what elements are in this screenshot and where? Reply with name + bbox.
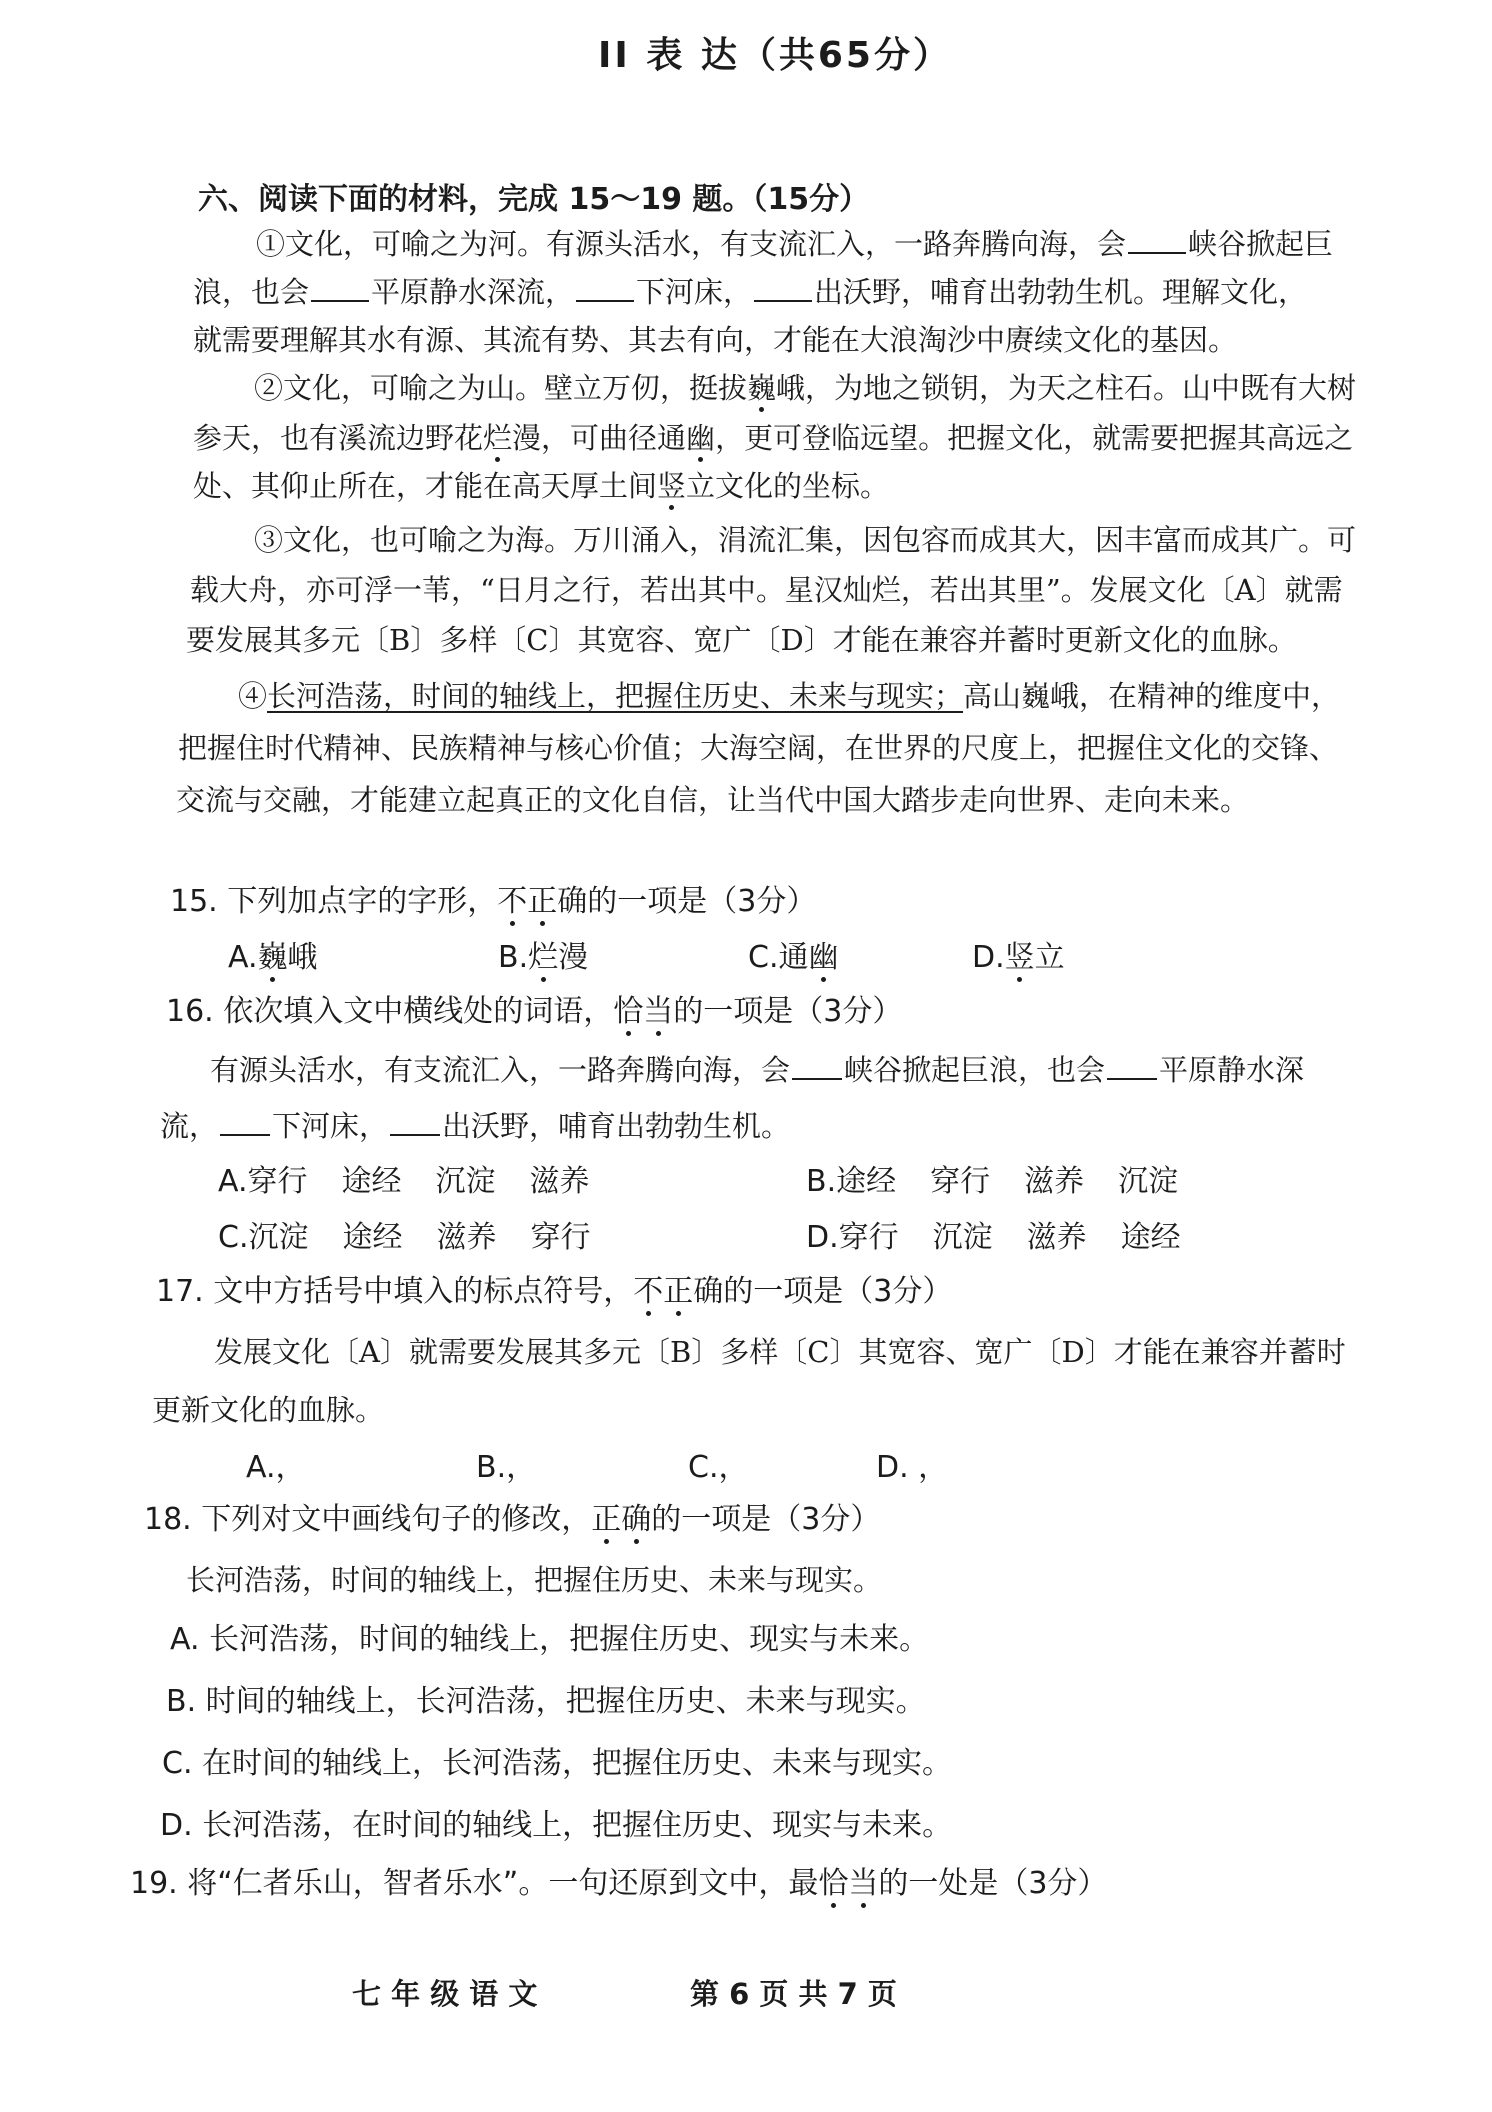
q16-blank-4 (390, 1108, 440, 1136)
q18-option-a[interactable]: A. 长河浩荡，时间的轴线上，把握住历史、现实与未来。 (170, 1622, 930, 1657)
q17-option-a[interactable]: A.， (246, 1450, 306, 1485)
q18-option-c[interactable]: C. 在时间的轴线上，长河浩荡，把握住历史、未来与现实。 (162, 1746, 953, 1781)
passage-p4-line3: 交流与交融，才能建立起真正的文化自信，让当代中国大踏步走向世界、走向未来。 (176, 783, 1250, 817)
blank-2 (311, 274, 369, 302)
underlined-sentence: 长河浩荡，时间的轴线上，把握住历史、未来与现实； (267, 679, 964, 713)
q18-option-b[interactable]: B. 时间的轴线上，长河浩荡，把握住历史、未来与现实。 (166, 1684, 926, 1719)
q15-option-d[interactable]: D.竖立 (972, 940, 1065, 975)
q16-option-d[interactable]: D.穿行 沉淀 滋养 途经 (806, 1220, 1181, 1255)
passage-p3-line3: 要发展其多元〔B〕多样〔C〕其宽容、宽广〔D〕才能在兼容并蓄时更新文化的血脉。 (186, 623, 1297, 657)
q15-option-a[interactable]: A.巍峨 (228, 940, 318, 975)
footer-subject: 七 年 级 语 文 (352, 1977, 538, 2011)
q17-quote-line2: 更新文化的血脉。 (152, 1393, 385, 1427)
q16-option-c[interactable]: C.沉淀 途经 滋养 穿行 (218, 1220, 591, 1255)
passage-p1-line3: 就需要理解其水有源、其流有势、其去有向，才能在大浪淘沙中赓续文化的基因。 (193, 323, 1238, 357)
passage-p3-line2: 载大舟，亦可浮一苇，“日月之行，若出其中。星汉灿烂，若出其里”。发展文化〔A〕就需 (190, 573, 1343, 607)
q17-option-c[interactable]: C.， (688, 1450, 749, 1485)
q18-quote: 长河浩荡，时间的轴线上，把握住历史、未来与现实。 (186, 1563, 883, 1597)
section-heading: II 表 达（共65分） (598, 35, 952, 76)
q16-option-a[interactable]: A.穿行 途经 沉淀 滋养 (218, 1164, 590, 1199)
q15-stem: 15. 下列加点字的字形，不正确的一项是（3分） (170, 884, 817, 919)
q17-stem: 17. 文中方括号中填入的标点符号，不正确的一项是（3分） (156, 1274, 953, 1309)
passage-p4-line2: 把握住时代精神、民族精神与核心价值；大海空阔，在世界的尺度上，把握住文化的交锋、 (178, 731, 1339, 765)
q15-option-b[interactable]: B.烂漫 (498, 940, 589, 975)
footer-page-number: 第 6 页 共 7 页 (690, 1977, 897, 2011)
q16-option-b[interactable]: B.途经 穿行 滋养 沉淀 (806, 1164, 1179, 1199)
q18-stem: 18. 下列对文中画线句子的修改，正确的一项是（3分） (144, 1502, 881, 1537)
q16-blank-1 (792, 1052, 842, 1080)
passage-p2-line2: 参天，也有溪流边野花烂漫，可曲径通幽，更可登临远望。把握文化，就需要把握其高远之 (193, 421, 1354, 455)
q15-option-c[interactable]: C.通幽 (748, 940, 839, 975)
passage-p3-line1: ③文化，也可喻之为海。万川涌入，涓流汇集，因包容而成其大，因丰富而成其广。可 (254, 523, 1357, 557)
blank-4 (754, 274, 812, 302)
q16-blank-3 (220, 1108, 270, 1136)
q16-quote-line2: 流， 下河床， 出沃野，哺育出勃勃生机。 (160, 1109, 791, 1143)
q18-option-d[interactable]: D. 长河浩荡，在时间的轴线上，把握住历史、现实与未来。 (160, 1808, 953, 1843)
q17-option-d[interactable]: D. ， (876, 1450, 949, 1485)
passage-p2-line3: 处、其仰止所在，才能在高天厚土间竖立文化的坐标。 (193, 469, 890, 503)
q16-quote-line1: 有源头活水，有支流汇入，一路奔腾向海，会 峡谷掀起巨浪，也会 平原静水深 (210, 1053, 1305, 1087)
q19-stem: 19. 将“仁者乐山，智者乐水”。一句还原到文中，最恰当的一处是（3分） (130, 1866, 1108, 1901)
part-title: 六、阅读下面的材料，完成 15～19 题。（15分） (198, 182, 870, 217)
passage-p1-line1: ①文化，可喻之为河。有源头活水，有支流汇入，一路奔腾向海，会 峡谷掀起巨 (256, 227, 1334, 261)
q16-blank-2 (1107, 1052, 1157, 1080)
q17-option-b[interactable]: B.， (476, 1450, 537, 1485)
passage-p4-line1: ④长河浩荡，时间的轴线上，把握住历史、未来与现实；高山巍峨，在精神的维度中， (238, 679, 1341, 713)
q16-stem: 16. 依次填入文中横线处的词语，恰当的一项是（3分） (166, 994, 903, 1029)
blank-1 (1128, 226, 1186, 254)
blank-3 (576, 274, 634, 302)
q17-quote-line1: 发展文化〔A〕就需要发展其多元〔B〕多样〔C〕其宽容、宽广〔D〕才能在兼容并蓄时 (214, 1335, 1346, 1369)
passage-p2-line1: ②文化，可喻之为山。壁立万仞，挺拔巍峨，为地之锁钥，为天之柱石。山中既有大树 (254, 371, 1357, 405)
passage-p1-line2: 浪，也会 平原静水深流， 下河床， 出沃野，哺育出勃勃生机。理解文化， (193, 275, 1308, 309)
